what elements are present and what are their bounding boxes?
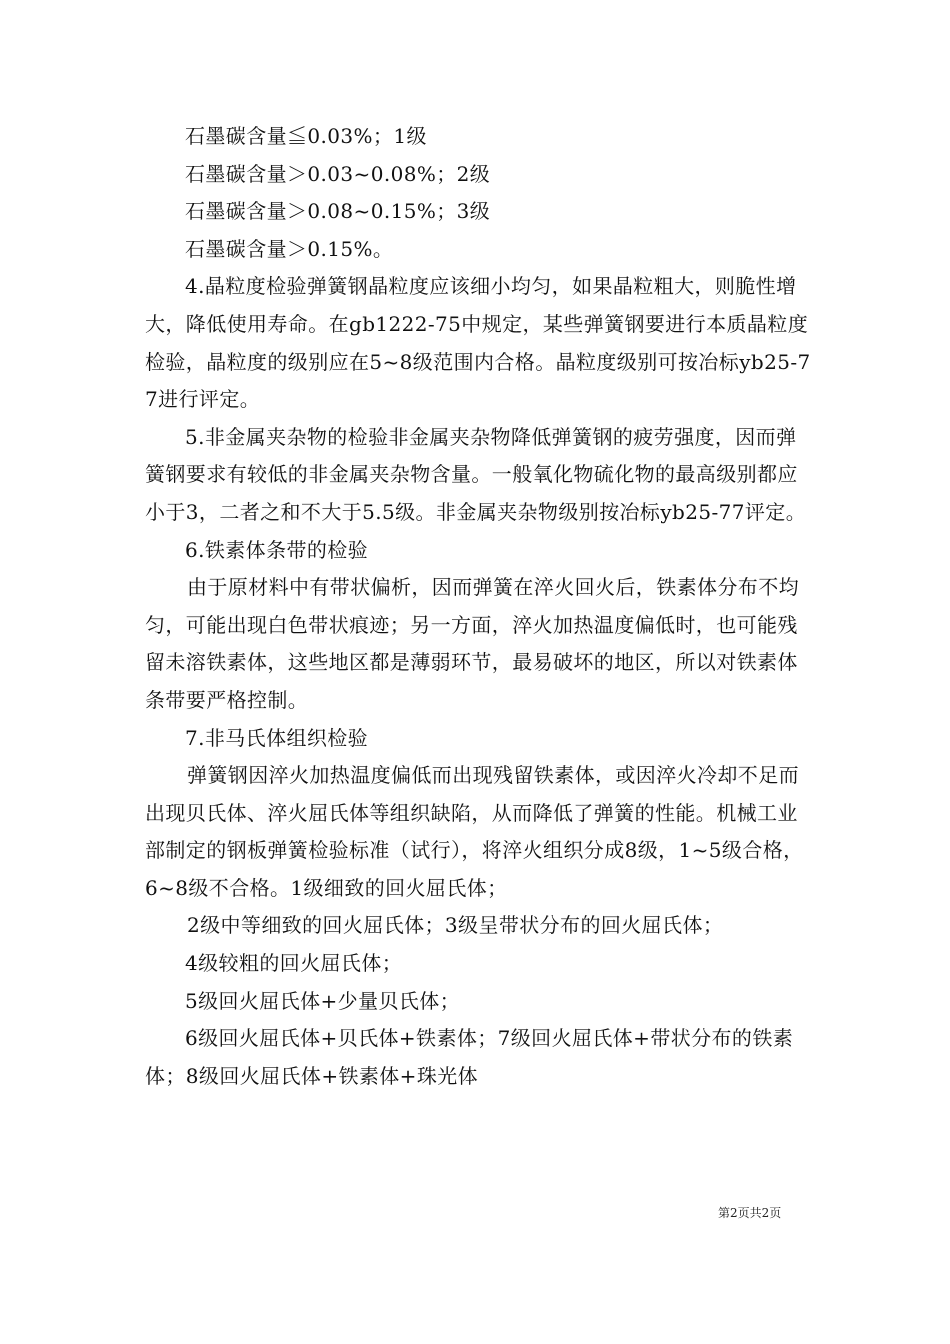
paragraph-graphite-grade-3: 石墨碳含量＞0.08~0.15%；3级 <box>185 199 491 224</box>
document-body <box>145 118 815 1095</box>
paragraph-graphite-grade-4: 石墨碳含量＞0.15%。 <box>185 236 394 261</box>
paragraph-grade-5: 5级回火屈氏体+少量贝氏体； <box>185 988 461 1013</box>
paragraph-nonmetallic-inclusions: 5.非金属夹杂物的检验非金属夹杂物降低弹簧钢的疲劳强度，因而弹簧钢要求有较低的非金属夹杂物含量。一般氧化物硫化物的最高级别都应小于3，二者之和不大于5.5级。非金属夹杂物级别按冶标yb25-77评定。 <box>145 424 807 524</box>
paragraph-grain-size: 4.晶粒度检验弹簧钢晶粒度应该细小均匀，如果晶粒粗大，则脆性增大，降低使用寿命。在gb1222-75中规定，某些弹簧钢要进行本质晶粒度检验，晶粒度的级别应在5~8级范围内合格。晶粒度级别可按冶标yb25-77进行评定。 <box>145 274 811 412</box>
heading-ferrite-banding: 6.铁素体条带的检验 <box>185 537 369 562</box>
paragraph-ferrite-banding: 由于原材料中有带状偏析，因而弹簧在淬火回火后，铁素体分布不均匀，可能出现白色带状痕迹；另一方面，淬火加热温度偏低时，也可能残留未溶铁素体，这些地区都是薄弱环节，最易破坏的地区，所以对铁素体条带要严格控制。 <box>145 575 799 712</box>
paragraph-grade-2-3: 2级中等细致的回火屈氏体；3级呈带状分布的回火屈氏体； <box>187 913 724 938</box>
paragraph-grade-4: 4级较粗的回火屈氏体； <box>185 951 403 976</box>
paragraph-graphite-grade-2: 石墨碳含量＞0.03~0.08%；2级 <box>185 161 491 186</box>
paragraph-nonmartensite: 弹簧钢因淬火加热温度偏低而出现残留铁素体，或因淬火冷却不足而出现贝氏体、淬火屈氏体等组织缺陷，从而降低了弹簧的性能。机械工业部制定的钢板弹簧检验标准（试行），将淬火组织分成8级，1~5级合格，6~8级不合格。1级细致的回火屈氏体； <box>145 763 804 900</box>
paragraph-grade-6-8: 6级回火屈氏体+贝氏体+铁素体；7级回火屈氏体+带状分布的铁素体；8级回火屈氏体+铁素体+珠光体 <box>145 1026 794 1088</box>
heading-nonmartensite: 7.非马氏体组织检验 <box>185 725 369 750</box>
paragraph-graphite-grade-1: 石墨碳含量≦0.03%；1级 <box>185 124 427 148</box>
page-number: 第2页共2页 <box>718 1206 782 1220</box>
